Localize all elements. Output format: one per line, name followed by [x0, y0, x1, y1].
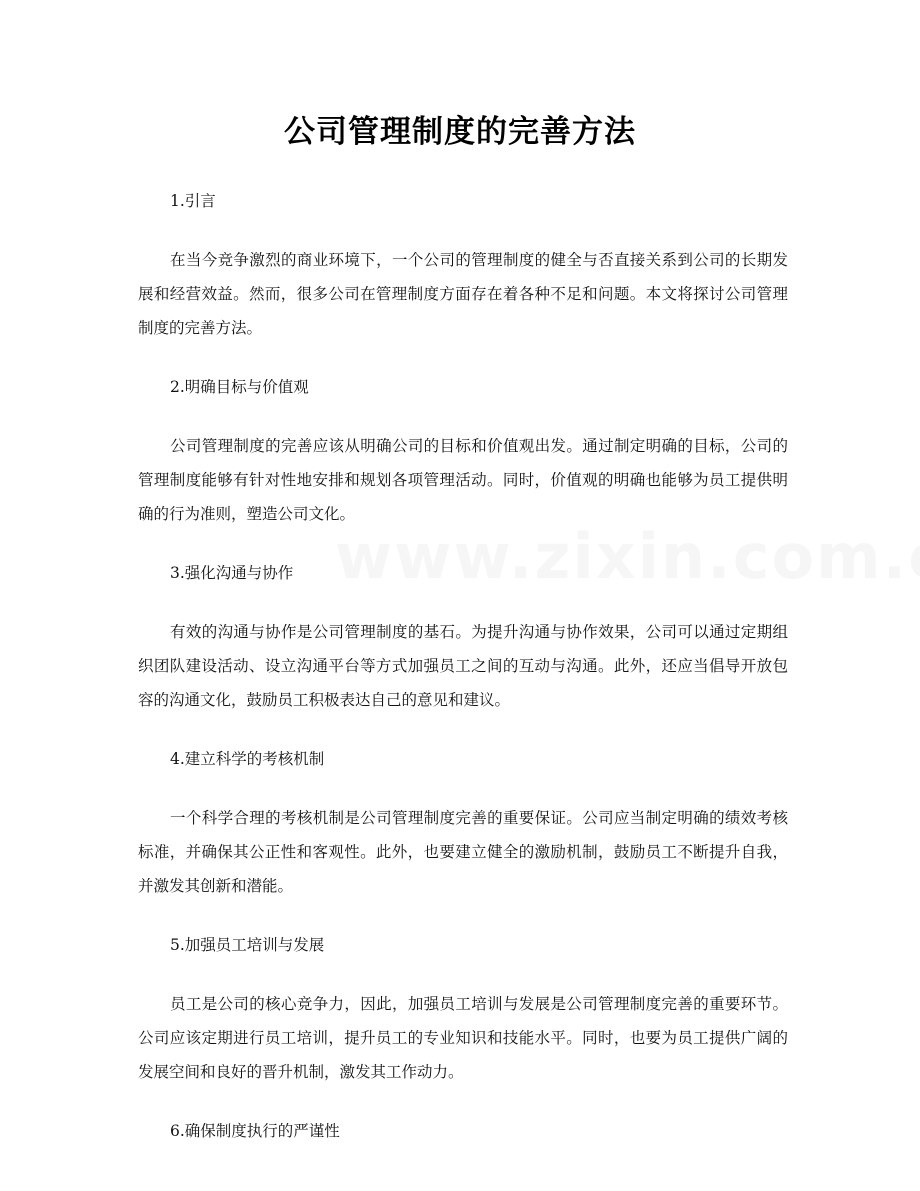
section-heading-4: 4.建立科学的考核机制 [170, 750, 325, 768]
document-title: 公司管理制度的完善方法 [284, 114, 636, 150]
section-paragraph-3: 有效的沟通与协作是公司管理制度的基石。为提升沟通与协作效果，公司可以通过定期组织团队建设活动、设立沟通平台等方式加强员工之间的互动与沟通。此外，还应当倡导开放包容的沟通文化，鼓励员工积极表达自己的意见和建议。 [138, 623, 788, 709]
section-heading-6: 6.确保制度执行的严谨性 [170, 1122, 340, 1140]
section-paragraph-5: 员工是公司的核心竞争力，因此，加强员工培训与发展是公司管理制度完善的重要环节。公司应该定期进行员工培训，提升员工的专业知识和技能水平。同时，也要为员工提供广阔的发展空间和良好的晋升机制，激发其工作动力。 [138, 995, 788, 1081]
section-paragraph-2: 公司管理制度的完善应该从明确公司的目标和价值观出发。通过制定明确的目标，公司的管理制度能够有针对性地安排和规划各项管理活动。同时，价值观的明确也能够为员工提供明确的行为准则，塑造公司文化。 [138, 437, 788, 523]
section-heading-3: 3.强化沟通与协作 [170, 564, 294, 582]
document-body [138, 184, 788, 1173]
section-heading-2: 2.明确目标与价值观 [170, 378, 309, 396]
section-paragraph-4: 一个科学合理的考核机制是公司管理制度完善的重要保证。公司应当制定明确的绩效考核标准，并确保其公正性和客观性。此外，也要建立健全的激励机制，鼓励员工不断提升自我，并激发其创新和潜能。 [138, 809, 788, 895]
section-heading-1: 1.引言 [170, 192, 216, 210]
section-paragraph-1: 在当今竞争激烈的商业环境下，一个公司的管理制度的健全与否直接关系到公司的长期发展和经营效益。然而，很多公司在管理制度方面存在着各种不足和问题。本文将探讨公司管理制度的完善方法。 [138, 251, 788, 337]
section-heading-5: 5.加强员工培训与发展 [170, 936, 325, 954]
